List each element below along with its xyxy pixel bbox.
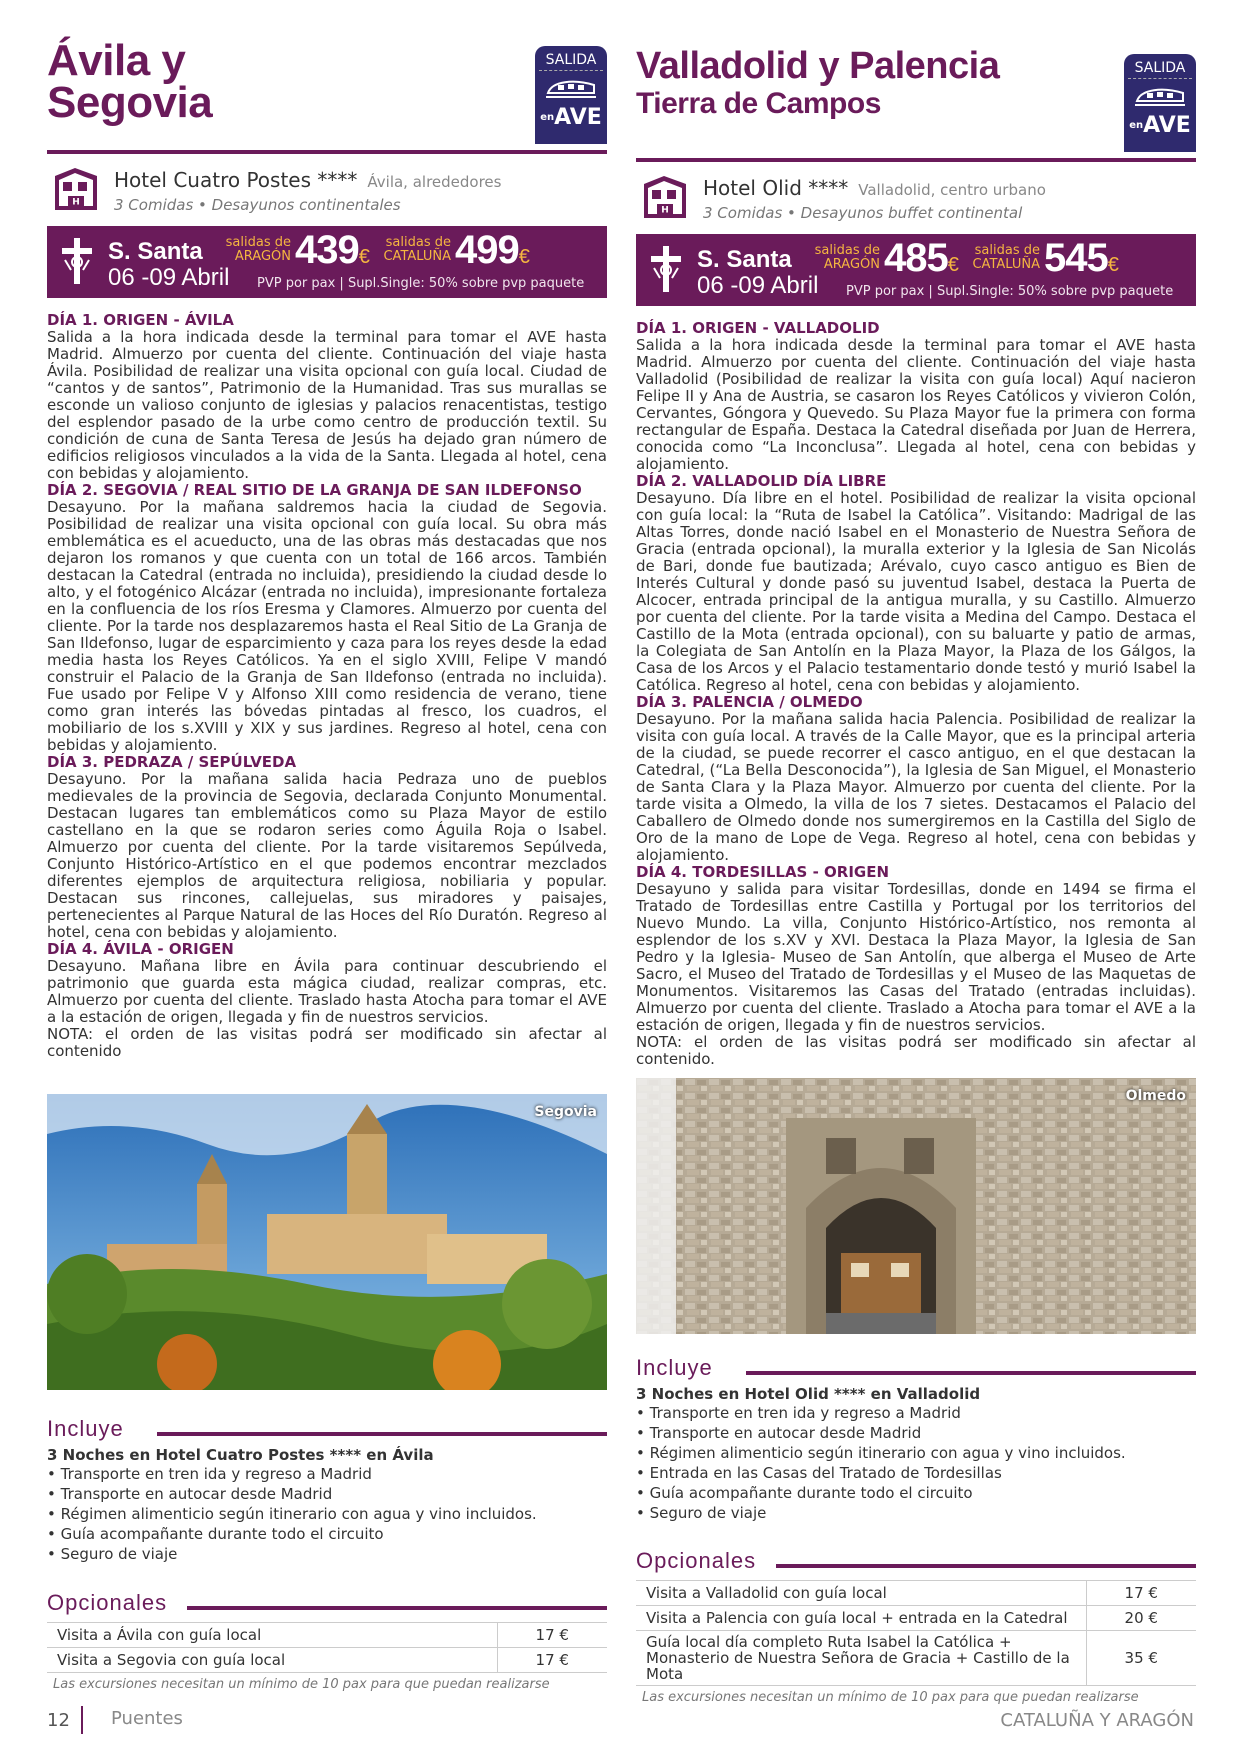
hotel-name: Hotel Olid **** Valladolid, centro urbano (703, 176, 1046, 200)
list-item: • Transporte en tren ida y regreso a Madrid (636, 1403, 1196, 1423)
train-icon (544, 75, 598, 101)
list-item: • Entrada en las Casas del Tratado de Tordesillas (636, 1463, 1196, 1483)
itinerary-note: NOTA: el orden de las visitas podrá ser modificado sin afectar al contenido (47, 1025, 607, 1060)
optional-price: 35 € (1086, 1631, 1196, 1686)
region-label: CATALUÑA Y ARAGÓN (1000, 1710, 1194, 1731)
optionals-note: Las excursiones necesitan un mínimo de 10 pax para que puedan realizarse (642, 1690, 1139, 1705)
badge-ave: $^{en}$AVE (1129, 113, 1191, 138)
day-text: Salida a la hora indicada desde la terminal para tomar el AVE hasta Madrid. Almuerzo por cuenta del cliente. Continuación del viaje hasta Valladolid (Posibilidad de realizar la visita con guía local) Aquí nacieron Felipe II y Ana de Austria, se casaron los Reyes Católicos y vivieron Colón, Cervantes, Góngora y Quevedo. Su Plaza Mayor fue la primera con forma rectangular de España. Destaca la Catedral diseñada por Juan de Herrera, conocida como “La Inconclusa”. Llegada al hotel, cena con bebidas y alojamiento. (636, 336, 1196, 473)
title-line-2: Tierra de Campos (636, 87, 881, 120)
day-title: DÍA 1. ORIGEN - ÁVILA (47, 311, 234, 329)
table-row (636, 1631, 1196, 1686)
season-label: S. Santa (697, 246, 792, 273)
optionals-title: Opcionales (47, 1590, 607, 1618)
includes-head: 3 Noches en Hotel Cuatro Postes **** en Ávila (47, 1446, 434, 1464)
list-item: • Régimen alimenticio según itinerario con agua y vino incluidos. (47, 1504, 607, 1524)
season-label: S. Santa (108, 238, 203, 265)
optionals-section (636, 1548, 1196, 1705)
svg-text:H: H (661, 205, 669, 216)
from-cataluna-label: salidas de CATALUÑA (972, 243, 1040, 272)
itinerary-day (47, 482, 607, 754)
itinerary (47, 312, 607, 1060)
itinerary-day (636, 864, 1196, 1034)
badge-salida: SALIDA (539, 46, 603, 71)
itinerary-day (636, 473, 1196, 694)
day-title: DÍA 3. PALENCIA / OLMEDO (636, 693, 863, 711)
day-text: Desayuno. Por la mañana salida hacia Pedraza uno de pueblos medievales de la provincia de Segovia, declarada Conjunto Monumental. Destacan lugares tan emblemáticos como su Plaza Mayor de estilo castellano en la que se rodaron series como Águila Roja o Isabel. Almuerzo por cuenta del cliente. Por la tarde visitaremos Sepúlveda, Conjunto Histórico-Artístico en el que podemos encontrar mezclados diferentes ejemplos de arquitectura religiosa, nobiliaria y popular. Destacan sus rincones, callejuelas, sus miradores y paisajes, pertenecientes al Parque Natural de las Hoces del Río Duratón. Regreso al hotel, cena con bebidas y alojamiento. (47, 770, 607, 941)
list-item: • Seguro de viaje (636, 1503, 1196, 1523)
day-title: DÍA 3. PEDRAZA / SEPÚLVEDA (47, 753, 297, 771)
optional-name: Guía local día completo Ruta Isabel la Católica + Monasterio de Nuestra Señora de Gracia + Castillo de la Mota (636, 1631, 1086, 1686)
hotel-building-icon (53, 166, 99, 212)
optional-name: Visita a Ávila con guía local (47, 1623, 497, 1648)
table-row (636, 1606, 1196, 1631)
olmedo-photo (636, 1078, 1196, 1334)
price-box (47, 226, 607, 298)
hotel-building-icon (642, 174, 688, 220)
list-item: • Transporte en autocar desde Madrid (636, 1423, 1196, 1443)
price-box (636, 234, 1196, 306)
ave-departure-badge (1124, 54, 1196, 152)
list-item: • Seguro de viaje (47, 1544, 607, 1564)
pvp-note: PVP por pax | Supl.Single: 50% sobre pvp paquete (257, 276, 585, 291)
from-aragon-label: salidas de ARAGÓN (814, 243, 880, 272)
itinerary (636, 320, 1196, 1068)
includes-section (636, 1355, 1196, 1523)
itinerary-note: NOTA: el orden de las visitas podrá ser modificado sin afectar al contenido. (636, 1033, 1196, 1068)
olmedo-illustration (636, 1078, 1196, 1334)
includes-head: 3 Noches en Hotel Olid **** en Valladolid (636, 1385, 981, 1403)
optionals-section (47, 1590, 607, 1692)
price-cataluna: 545€ (1044, 236, 1118, 280)
optionals-table (636, 1580, 1196, 1686)
tour-title (636, 45, 1196, 124)
tour-title (47, 36, 607, 127)
page-footer (47, 1706, 1194, 1736)
includes-list (47, 1464, 607, 1564)
price-cataluna: 499€ (455, 228, 529, 272)
itinerary-day (636, 320, 1196, 473)
table-row (47, 1648, 607, 1673)
list-item: • Guía acompañante durante todo el circuito (47, 1524, 607, 1544)
day-text: Desayuno. Por la mañana salida hacia Palencia. Posibilidad de realizar la visita con guía local. A través de la Calle Mayor, que es la principal arteria de la ciudad, se puede recorrer el casco antiguo, en el que destacan la Catedral, (“La Bella Desconocida”), la Iglesia de San Miguel, el Monasterio de Santa Clara y la Plaza Mayor. Almuerzo por cuenta del cliente. Por la tarde visita a Olmedo, la villa de los 7 sietes. Destacamos el Palacio del Caballero de Olmedo donde nos sumergiremos en la Castilla del Siglo de Oro de la mano de Lope de Vega. Regreso al hotel, cena con bebidas y alojamiento. (636, 710, 1196, 864)
from-cataluna-label: salidas de CATALUÑA (383, 235, 451, 264)
itinerary-day (47, 941, 607, 1026)
price-aragon: 439€ (295, 228, 369, 272)
title-row (636, 45, 1196, 158)
optional-price: 17 € (497, 1623, 607, 1648)
optionals-title: Opcionales (636, 1548, 1196, 1576)
holy-week-cross-icon (57, 236, 97, 286)
optional-name: Visita a Valladolid con guía local (636, 1581, 1086, 1606)
title-line-1: Valladolid y Palencia (636, 45, 1000, 87)
hotel-meals: 3 Comidas • Desayunos buffet continental (703, 204, 1023, 222)
price-aragon: 485€ (884, 236, 958, 280)
photo-caption: Segovia (534, 1104, 597, 1120)
day-text: Desayuno. Mañana libre en Ávila para continuar descubriendo el patrimonio que guarda esta mágica ciudad, realizar compras, etc. Almuerzo por cuenta del cliente. Traslado hasta Atocha para tomar el AVE a la estación de origen, llegada y fin de nuestros servicios. (47, 957, 607, 1026)
segovia-photo (47, 1094, 607, 1390)
day-title: DÍA 4. ÁVILA - ORIGEN (47, 940, 234, 958)
photo-caption: Olmedo (1125, 1088, 1186, 1104)
day-title: DÍA 1. ORIGEN - VALLADOLID (636, 319, 880, 337)
travel-dates: 06 -09 Abril (697, 272, 819, 299)
pvp-note: PVP por pax | Supl.Single: 50% sobre pvp paquete (846, 284, 1174, 299)
day-title: DÍA 2. SEGOVIA / REAL SITIO DE LA GRANJA DE SAN ILDEFONSO (47, 481, 582, 499)
page-number: 12 (47, 1710, 70, 1731)
table-row (636, 1581, 1196, 1606)
day-text: Desayuno. Día libre en el hotel. Posibilidad de realizar la visita opcional con guía local: la “Ruta de Isabel la Católica”. Visitando: Madrigal de las Altas Torres, donde nació Isabel en el Monasterio de Nuestra Señora de Gracia (entrada opcional), la muralla exterior y la Iglesia de San Nicolás de Bari, donde fue bautizada; Arévalo, cuyo casco antiguo es Bien de Interés Cultural y donde pasó su juventud Isabel, destaca la Puerta de Alcocer, entrada principal de la antigua muralla, y su Castillo. Almuerzo por cuenta del cliente. Por la tarde visita a Medina del Campo. Destaca el Castillo de la Mota (entrada opcional), con su baluarte y patio de armas, la Colegiata de San Antolín en la Plaza Mayor, la Plaza de los Gálgos, la Casa de los Arcos y el Palacio testamentario donde testó y murió Isabel la Católica. Regreso al hotel, cena con bebidas y alojamiento. (636, 489, 1196, 694)
svg-text:H: H (72, 197, 80, 208)
optional-price: 17 € (1086, 1581, 1196, 1606)
day-text: Desayuno y salida para visitar Tordesillas, donde en 1494 se firma el Tratado de Tordesillas entre Castilla y Portugal por los territorios del Nuevo Mundo. La villa, Conjunto Histórico-Artístico, nos remonta al esplendor de los s.XV y XVI. Destaca la Plaza Mayor, la Iglesia de San Pedro y la Iglesia- Museo de San Antolín, que alberga el Museo de Arte Sacro, el Museo del Tratado de Tordesillas y el Museo de las Maquetas de Monumentos. Visitaremos las Casas del Tratado (entradas incluidas). Almuerzo por cuenta del cliente. Traslado a Atocha para tomar el AVE a la estación de origen, llegada y fin de nuestros servicios. (636, 880, 1196, 1034)
day-text: Salida a la hora indicada desde la terminal para tomar el AVE hasta Madrid. Almuerzo por cuenta del cliente. Continuación del viaje hasta Ávila. Posibilidad de realizar una visita opcional con guía local. Ciudad de “cantos y de santos”, Patrimonio de la Humanidad. Tras sus murallas se esconde un valioso conjunto de iglesias y palacios renacentistas, testigo del esplendor pasado de la urbe como centro de producción textil. Su condición de cuna de Santa Teresa de Jesús ha dejado gran número de edificios religiosos vinculados a la vida de la Santa. Llegada al hotel, cena con bebidas y alojamiento. (47, 328, 607, 482)
hotel-row (47, 162, 607, 224)
title-row (47, 36, 607, 150)
hotel-location: Ávila, alrededores (367, 173, 502, 191)
optionals-note: Las excursiones necesitan un mínimo de 10 pax para que puedan realizarse (53, 1677, 550, 1692)
holy-week-cross-icon (646, 244, 686, 294)
optional-price: 17 € (497, 1648, 607, 1673)
badge-salida: SALIDA (1128, 54, 1192, 79)
itinerary-day (47, 754, 607, 941)
ave-departure-badge (535, 46, 607, 144)
footer-separator (81, 1706, 83, 1734)
includes-title: Incluye (47, 1416, 607, 1444)
day-text: Desayuno. Por la mañana saldremos hacia la ciudad de Segovia. Posibilidad de realizar una visita opcional con guía local. Su obra más emblemática es el acueducto, una de las obras más destacadas que nos dejaron los romanos y que cuenta con un total de 166 arcos. También destacan la Catedral (entrada no incluida), presidiendo la ciudad desde lo alto, y el fotogénico Alcázar (entrada no incluida), impresionante fortaleza en la confluencia de los ríos Eresma y Clamores. Almuerzo por cuenta del cliente. Por la tarde nos desplazaremos hasta el Real Sitio de La Granja de San Ildefonso, lugar de esparcimiento y caza para los reyes desde la edad media hasta los Reyes Católicos. Ya en el siglo XVIII, Felipe V mandó construir el Palacio de la Granja de San Ildefonso (entrada no incluida). Fue usado por Felipe V y Alfonso XIII como residencia de verano, tiene como gran interés las bóvedas pintadas al fresco, los cuadros, el mobiliario de los s.XVIII y XIX y sus jardines. Regreso al hotel, cena con bebidas y alojamiento. (47, 498, 607, 754)
travel-dates: 06 -09 Abril (108, 264, 230, 291)
title-line-2: Segovia (47, 78, 213, 127)
includes-title: Incluye (636, 1355, 1196, 1383)
day-title: DÍA 2. VALLADOLID DÍA LIBRE (636, 472, 887, 490)
title-divider (636, 158, 1196, 162)
hotel-row (636, 170, 1196, 232)
itinerary-day (636, 694, 1196, 864)
tour-column-valladolid-palencia (636, 40, 1196, 1705)
itinerary-day (47, 312, 607, 482)
list-item: • Transporte en autocar desde Madrid (47, 1484, 607, 1504)
segovia-illustration (47, 1094, 607, 1390)
hotel-meals: 3 Comidas • Desayunos continentales (114, 196, 401, 214)
list-item: • Transporte en tren ida y regreso a Madrid (47, 1464, 607, 1484)
optionals-table (47, 1622, 607, 1673)
hotel-name: Hotel Cuatro Postes **** Ávila, alrededores (114, 168, 502, 192)
list-item: • Régimen alimenticio según itinerario con agua y vino incluidos. (636, 1443, 1196, 1463)
catalog-section: Puentes (111, 1708, 183, 1729)
from-aragon-label: salidas de ARAGÓN (225, 235, 291, 264)
optional-name: Visita a Palencia con guía local + entrada en la Catedral (636, 1606, 1086, 1631)
hotel-location: Valladolid, centro urbano (858, 181, 1046, 199)
day-title: DÍA 4. TORDESILLAS - ORIGEN (636, 863, 890, 881)
title-divider (47, 150, 607, 154)
badge-ave: $^{en}$AVE (540, 105, 602, 130)
table-row (47, 1623, 607, 1648)
includes-list (636, 1403, 1196, 1523)
tour-column-avila-segovia (47, 36, 607, 1692)
optional-price: 20 € (1086, 1606, 1196, 1631)
optional-name: Visita a Segovia con guía local (47, 1648, 497, 1673)
title-line-1: Ávila y (47, 36, 186, 85)
includes-section (47, 1416, 607, 1564)
train-icon (1133, 83, 1187, 109)
list-item: • Guía acompañante durante todo el circuito (636, 1483, 1196, 1503)
